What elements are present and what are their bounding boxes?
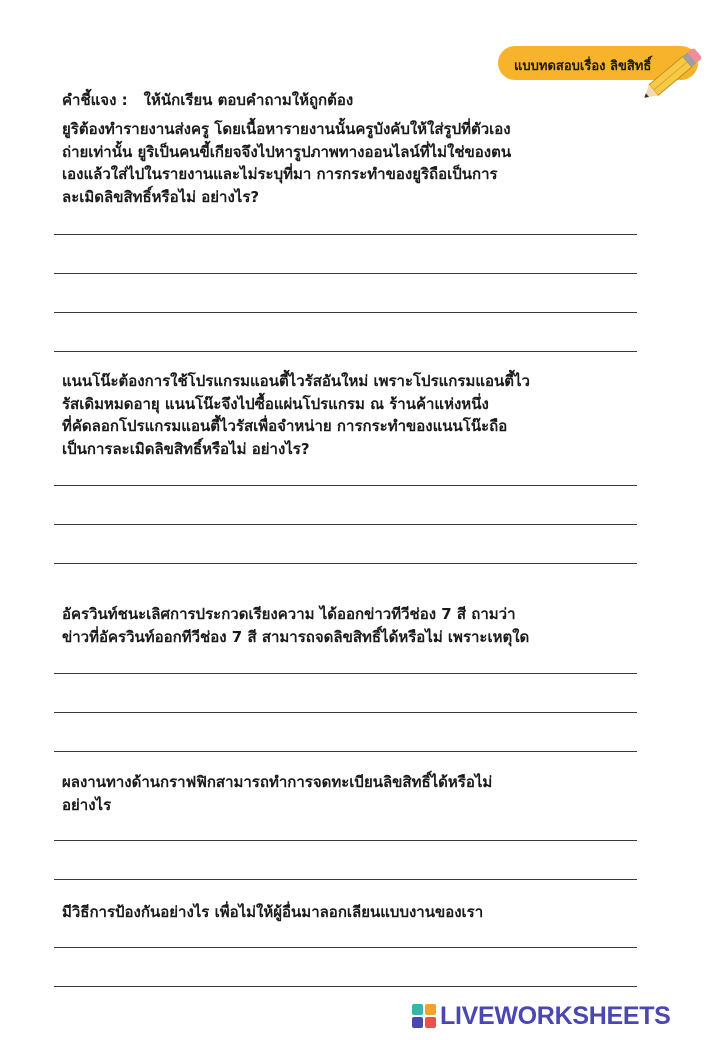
instruction xyxy=(62,88,353,112)
question-1 xyxy=(62,118,642,208)
answer-line[interactable] xyxy=(54,485,637,486)
question-3 xyxy=(62,603,642,648)
question-line: ข่าวที่อัครวินท์ออกทีวีช่อง 7 สี สามารถจดลิขสิทธิ์ได้หรือไม่ เพราะเหตุใด xyxy=(62,627,530,646)
liveworksheets-logo-icon xyxy=(412,1004,436,1028)
question-line: ถ่ายเท่านั้น ยูริเป็นคนขี้เกียจจึงไปหารูปภาพทางออนไลน์ที่ไม่ใช่ของตน xyxy=(62,142,512,161)
title-badge-label: แบบทดสอบเรื่อง ลิขสิทธิ์ xyxy=(514,59,652,74)
question-line: ละเมิดลิขสิทธิ์หรือไม่ อย่างไร? xyxy=(62,187,260,206)
question-line: อย่างไร xyxy=(62,795,112,814)
answer-line[interactable] xyxy=(54,351,637,352)
question-line: รัสเดิมหมดอายุ แนนโน๊ะจึงไปซื้อแผ่นโปรแกรม ณ ร้านค้าแห่งหนึ่ง xyxy=(62,394,489,413)
question-line: มีวิธีการป้องกันอย่างไร เพื่อไม่ให้ผู้อื่นมาลอกเลียนแบบงานของเรา xyxy=(62,903,484,921)
answer-line[interactable] xyxy=(54,234,637,235)
question-line: อัครวินท์ชนะเลิศการประกวดเรียงความ ได้ออกข่าวทีวีช่อง 7 สี ถามว่า xyxy=(62,605,516,623)
footer-brand-text: LIVEWORKSHEETS xyxy=(440,1001,671,1030)
answer-line[interactable] xyxy=(54,524,637,525)
answer-line[interactable] xyxy=(54,563,637,564)
question-2 xyxy=(62,370,642,460)
answer-line[interactable] xyxy=(54,673,637,674)
instruction-label: คำชี้แจง : xyxy=(62,91,128,109)
footer-brand xyxy=(412,1001,671,1031)
pencil-icon xyxy=(640,40,710,104)
question-line: ยูริต้องทำรายงานส่งครู โดยเนื้อหารายงานนั้นครูบังคับให้ใส่รูปที่ตัวเอง xyxy=(62,120,511,138)
question-line: ที่คัดลอกโปรแกรมแอนตี้ไวรัสเพื่อจำหน่าย การกระทำของแนนโน๊ะถือ xyxy=(62,417,508,435)
instruction-text: ให้นักเรียน ตอบคำถามให้ถูกต้อง xyxy=(143,91,354,109)
answer-line[interactable] xyxy=(54,751,637,752)
question-4 xyxy=(62,771,642,816)
answer-line[interactable] xyxy=(54,312,637,313)
question-line: เป็นการละเมิดลิขสิทธิ์หรือไม่ อย่างไร? xyxy=(62,439,310,458)
question-line: เองแล้วใส่ไปในรายงานและไม่ระบุที่มา การกระทำของยูริถือเป็นการ xyxy=(62,165,498,183)
answer-line[interactable] xyxy=(54,273,637,274)
question-line: แนนโน๊ะต้องการใช้โปรแกรมแอนตี้ไวรัสอันใหม่ เพราะโปรแกรมแอนตี้ไว xyxy=(62,372,530,390)
answer-line[interactable] xyxy=(54,712,637,713)
answer-line[interactable] xyxy=(54,986,637,987)
question-line: ผลงานทางด้านกราฟฟิกสามารถทำการจดทะเบียนลิขสิทธิ์ได้หรือไม่ xyxy=(62,773,493,791)
answer-line[interactable] xyxy=(54,947,637,948)
answer-line[interactable] xyxy=(54,840,637,841)
answer-line[interactable] xyxy=(54,879,637,880)
question-5 xyxy=(62,901,642,924)
